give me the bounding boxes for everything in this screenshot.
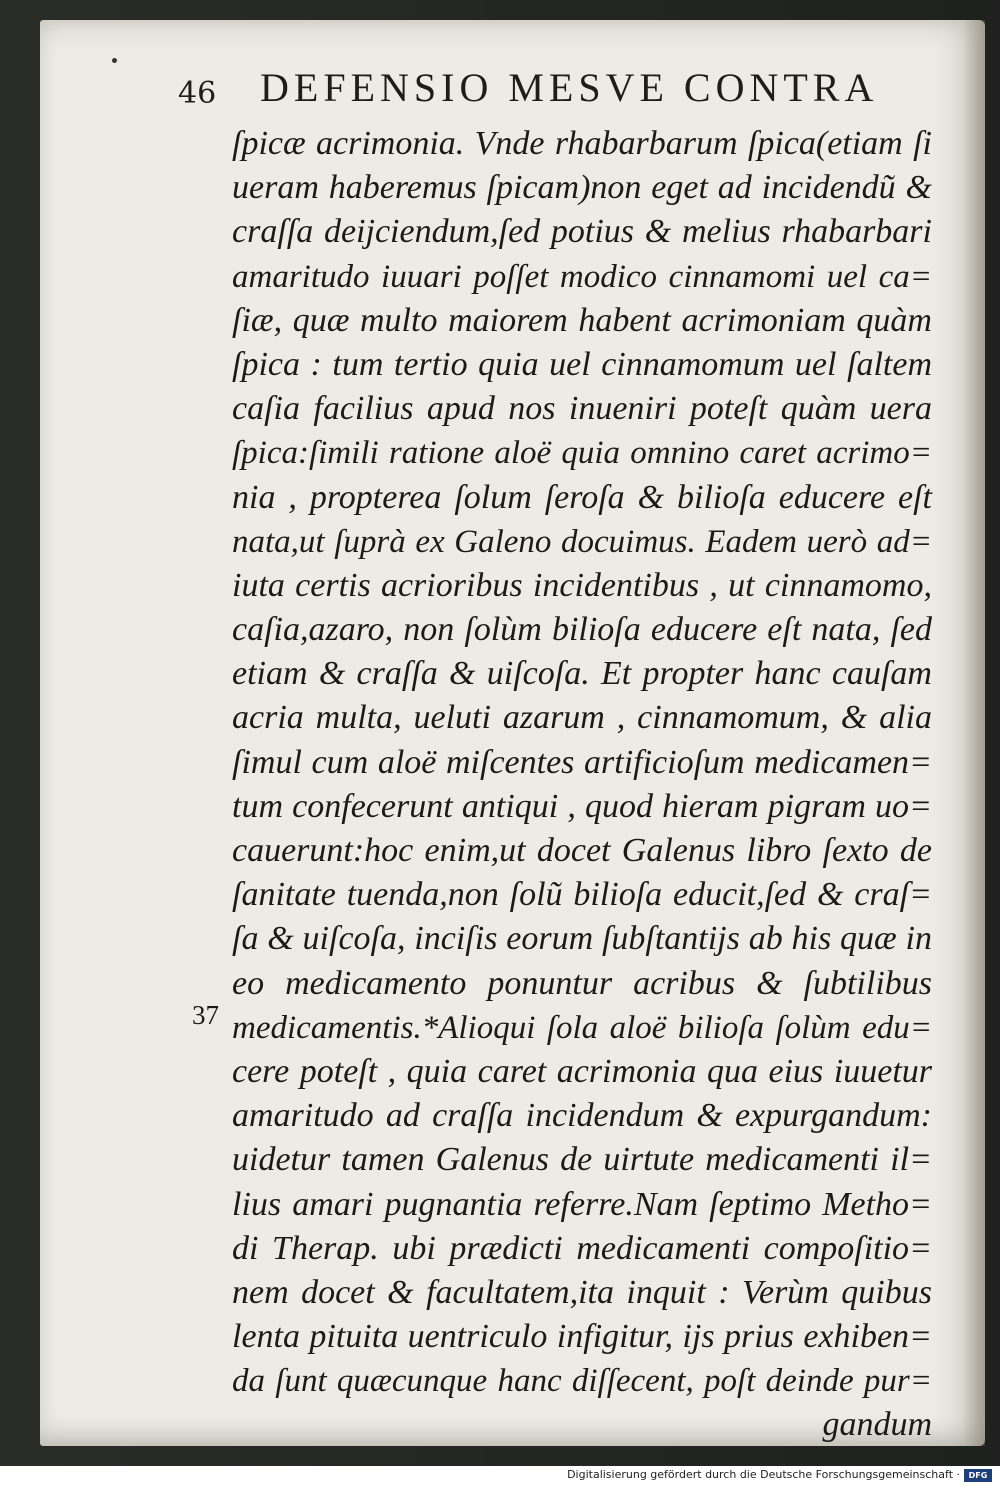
text-line: lenta pituita uentriculo infigitur, ijs prius exhiben=	[232, 1318, 932, 1356]
text-line: ſa & uiſcoſa, inciſis eorum ſubſtantijs ab his quæ in	[232, 920, 932, 958]
ink-spot	[112, 58, 117, 63]
page-header	[178, 62, 898, 112]
page-edge-shadow	[963, 20, 985, 1446]
funding-credit: Digitalisierung gefördert durch die Deutsche Forschungsgemeinschaft ·	[567, 1468, 960, 1481]
text-line: nata,ut ſuprà ex Galeno docuimus. Eadem uerò ad=	[232, 523, 932, 560]
text-line: nem docet & facultatem,ita inquit : Verùm quibus	[232, 1273, 932, 1311]
text-line: ueram haberemus ſpicam)non eget ad incidendũ &	[232, 169, 932, 207]
text-line: da ſunt quæcunque hanc diſſecent, poſt deinde pur=	[232, 1363, 932, 1400]
text-line: eo medicamento ponuntur acribus & ſubtilibus	[232, 964, 932, 1002]
footer-bar	[0, 1466, 1000, 1486]
text-line: cauerunt:hoc enim,ut docet Galenus libro ſexto de	[232, 832, 932, 869]
text-line: ſpicæ acrimonia. Vnde rhabarbarum ſpica(etiam ſi	[232, 125, 932, 162]
text-line: amaritudo iuuari poſſet modico cinnamomi uel ca=	[232, 258, 932, 295]
text-line: cere poteſt , quia caret acrimonia qua eius iuuetur	[232, 1052, 932, 1090]
text-line: etiam & craſſa & uiſcoſa. Et propter hanc cauſam	[232, 655, 932, 693]
page-number: 46	[178, 76, 217, 111]
text-line: nia , propterea ſolum ſeroſa & bilioſa educere eſt	[232, 478, 932, 516]
text-line: caſia,azaro, non ſolùm bilioſa educere eſt nata, ſed	[232, 611, 932, 649]
text-line: ſpica:ſimili ratione aloë quia omnino caret acrimo=	[232, 435, 932, 472]
text-line: lius amari pugnantia referre.Nam ſeptimo Metho=	[232, 1185, 932, 1223]
text-line: di Therap. ubi prædicti medicamenti compoſitio=	[232, 1229, 932, 1267]
body-text	[232, 122, 932, 1448]
catchword: gandum	[822, 1406, 932, 1444]
text-line: acria multa, ueluti azarum , cinnamomum, & alia	[232, 699, 932, 737]
dfg-logo: DFG	[964, 1469, 992, 1482]
text-line: ſiæ, quæ multo maiorem habent acrimoniam quàm	[232, 301, 932, 339]
text-line: craſſa deijciendum,ſed potius & melius rhabarbari	[232, 213, 932, 251]
text-line: iuta certis acrioribus incidentibus , ut cinnamomo,	[232, 566, 932, 604]
text-line: caſia facilius apud nos inueniri poteſt quàm uera	[232, 390, 932, 428]
text-line: medicamentis.*Alioqui ſola aloë bilioſa ſolùm edu=	[232, 1009, 932, 1046]
margin-note: 37	[192, 1000, 219, 1030]
text-line: ſimul cum aloë miſcentes artificioſum medicamen=	[232, 743, 932, 781]
running-title: DEFENSIO MESVE CONTRA	[260, 65, 879, 110]
text-line: ſpica : tum tertio quia uel cinnamomum uel ſaltem	[232, 345, 932, 383]
text-line: ſanitate tuenda,non ſolũ bilioſa educit,ſed & craſ=	[232, 876, 932, 914]
text-line: tum confecerunt antiqui , quod hieram pigram uo=	[232, 787, 932, 825]
text-line: uidetur tamen Galenus de uirtute medicamenti il=	[232, 1141, 932, 1179]
text-line: amaritudo ad craſſa incidendum & expurgandum:	[232, 1097, 932, 1135]
